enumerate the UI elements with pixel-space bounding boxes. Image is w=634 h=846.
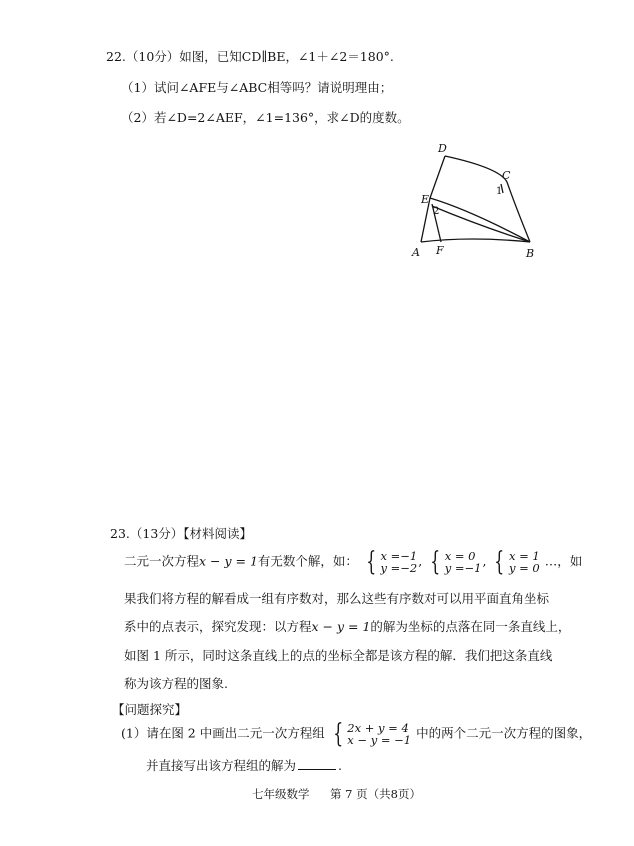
answer-blank[interactable] <box>298 758 336 770</box>
label-B: B <box>526 247 535 260</box>
q23-p1-c: …，如 <box>544 553 583 569</box>
q23-p3-eq: x − y = 1 <box>311 619 371 634</box>
footer-page: 第 7 页（共8页） <box>330 787 421 801</box>
label-A: A <box>412 246 420 259</box>
q23-para3: 系中的点表示，探究发现：以方程x − y = 1的解为坐标的点落在同一条直线上， <box>124 619 571 634</box>
equation-system: { 2x + y = 4 x − y = −1 <box>333 719 412 749</box>
edge-A-B <box>421 239 530 242</box>
edge-E-B-upper <box>430 198 530 242</box>
q23-para1: 二元一次方程x − y = 1有无数个解，如： { x =−1 y =−2 , { x = 0 y =−1 , { x = 1 y = 0 …，如 <box>124 547 583 577</box>
label-two: 2 <box>433 206 440 217</box>
q22-part1: （1）试问∠AFE与∠ABC相等吗？请说明理由； <box>121 80 393 95</box>
q23-title: 23.（13分）【材料阅读】 <box>110 526 253 541</box>
solution-3: { x = 1 y = 0 <box>494 547 540 577</box>
edge-E-A <box>421 198 430 242</box>
q23-part1: (1）请在图 2 中画出二元一次方程组 { 2x + y = 4 x − y = −1 中的两个二元一次方程的图象， <box>121 719 592 749</box>
label-C: C <box>502 169 511 182</box>
q23-p1-b: 有无数个解，如： <box>257 553 358 569</box>
q23-para2: 果我们将方程的解看成一组有序数对，那么这些有序数对可以用平面直角坐标 <box>124 591 550 606</box>
solution-1: { x =−1 y =−2 <box>366 547 418 577</box>
edge-E-F <box>432 204 441 242</box>
q22-part2: （2）若∠D=2∠AEF，∠1=136°，求∠D的度数。 <box>121 110 410 125</box>
label-F: F <box>436 244 444 257</box>
label-one: 1 <box>496 186 503 197</box>
edge-E-B-lower <box>432 206 530 242</box>
solution-2: { x = 0 y =−1 <box>430 547 482 577</box>
edge-D-C-B <box>445 156 530 242</box>
footer-subject: 七年级数学 <box>252 787 310 801</box>
angle-1-mark <box>501 184 503 193</box>
q23-p1-eq: x − y = 1 <box>199 553 258 569</box>
q23-para4: 如图 1 所示，同时这条直线上的点的坐标全都是该方程的解．我们把这条直线 <box>124 648 553 663</box>
q23-section-heading: 【问题探究】 <box>112 702 188 717</box>
q22-title: 22.（10分）如图，已知CD∥BE，∠1＋∠2＝180°. <box>106 49 394 64</box>
q23-p1-a: 二元一次方程 <box>124 553 200 569</box>
label-E: E <box>421 193 430 206</box>
q23-part1-answer: 并直接写出该方程组的解为 . <box>146 758 342 773</box>
edge-D-E <box>430 156 445 198</box>
label-D: D <box>438 142 447 155</box>
q23-para5: 称为该方程的图象. <box>124 676 228 691</box>
